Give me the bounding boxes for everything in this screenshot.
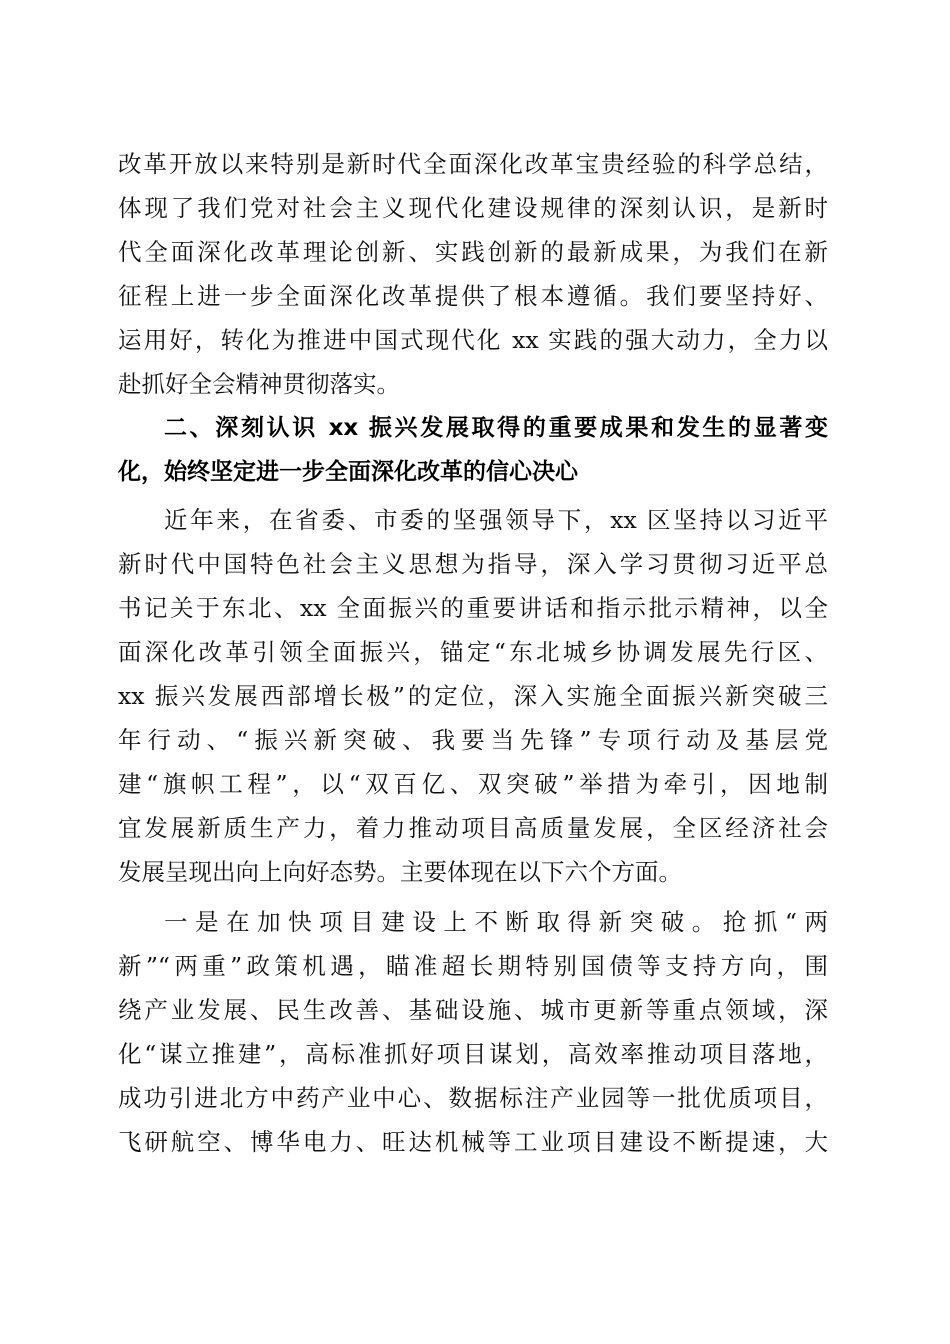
text-line: 新时代中国特色社会主义思想为指导，深入学习贯彻习近平总 <box>118 550 828 578</box>
text-line: 成功引进北方中药产业中心、数据标注产业园等一批优质项目， <box>118 1084 828 1112</box>
text-line: 体现了我们党对社会主义现代化建设规律的深刻认识，是新时 <box>118 194 828 222</box>
text-line: xx 振兴发展西部增长极”的定位，深入实施全面振兴新突破三 <box>118 682 828 710</box>
heading-line: 化，始终坚定进一步全面深化改革的信心决心 <box>118 459 578 485</box>
text-line: 一是在加快项目建设上不断取得新突破。抢抓“两 <box>164 908 828 936</box>
text-line: 近年来，在省委、市委的坚强领导下，xx 区坚持以习近平 <box>164 506 828 534</box>
text-line: 征程上进一步全面深化改革提供了根本遵循。我们要坚持好、 <box>118 282 828 310</box>
text-line: 化“谋立推建”，高标准抓好项目谋划，高效率推动项目落地， <box>118 1040 828 1068</box>
heading-line: 二、深刻认识 xx 振兴发展取得的重要成果和发生的显著变 <box>164 415 828 441</box>
text-line: 建“旗帜工程”，以“双百亿、双突破”举措为牵引，因地制 <box>118 770 828 798</box>
text-line: 赴抓好全会精神贯彻落实。 <box>118 370 400 398</box>
text-line: 新”“两重”政策机遇，瞄准超长期特别国债等支持方向，围 <box>118 952 828 980</box>
text-line: 绕产业发展、民生改善、基础设施、城市更新等重点领域，深 <box>118 996 828 1024</box>
text-line: 宜发展新质生产力，着力推动项目高质量发展，全区经济社会 <box>118 814 828 842</box>
text-line: 飞研航空、博华电力、旺达机械等工业项目建设不断提速，大 <box>118 1128 828 1156</box>
text-line: 改革开放以来特别是新时代全面深化改革宝贵经验的科学总结， <box>118 150 828 178</box>
text-line: 面深化改革引领全面振兴，锚定“东北城乡协调发展先行区、 <box>118 638 828 666</box>
text-line: 运用好，转化为推进中国式现代化 xx 实践的强大动力，全力以 <box>118 326 828 354</box>
text-line: 代全面深化改革理论创新、实践创新的最新成果，为我们在新 <box>118 238 828 266</box>
text-line: 书记关于东北、xx 全面振兴的重要讲话和指示批示精神，以全 <box>118 594 828 622</box>
text-line: 年行动、“振兴新突破、我要当先锋”专项行动及基层党 <box>118 726 828 754</box>
text-line: 发展呈现出向上向好态势。主要体现在以下六个方面。 <box>118 858 682 886</box>
